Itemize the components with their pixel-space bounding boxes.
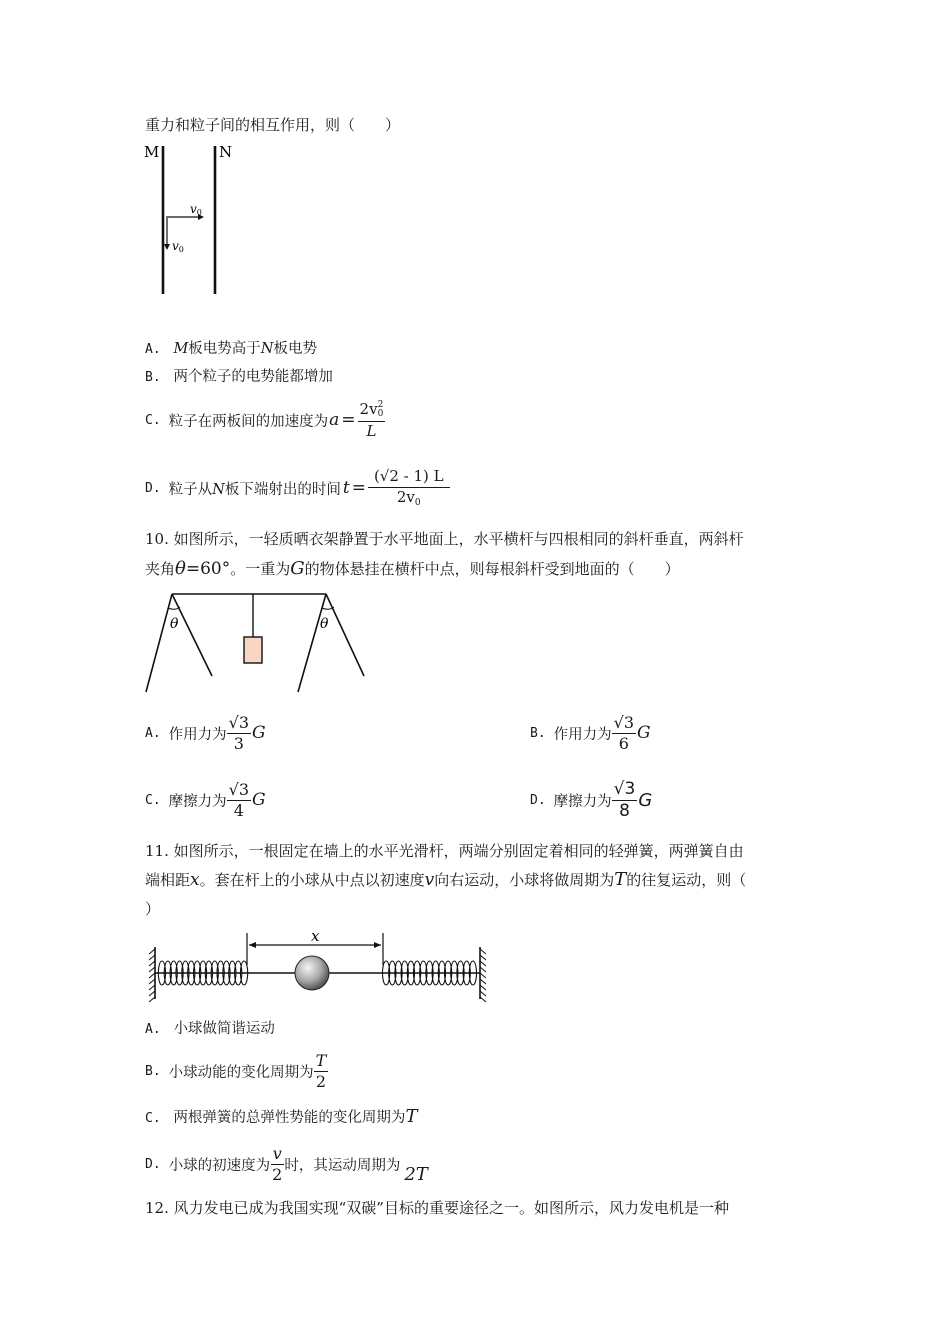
q10-option-a: A. 作用力为 $\frac{√3}{3}$ G <box>145 712 266 753</box>
q9-option-a: A. M板电势高于N板电势 <box>145 341 317 357</box>
q9-option-c: C. 粒子在两板间的加速度为 a = 2v 2 0 L <box>145 400 384 440</box>
velocity-label-right: v0 <box>190 202 202 217</box>
theta-label-right: θ <box>320 616 329 632</box>
velocity-label-down: v0 <box>172 239 184 254</box>
q11-stem-line3: ） <box>145 900 161 918</box>
fraction-time: $\frac{(√2 - 1) L}{2v_0}$ <box>368 469 450 508</box>
q9-option-b: B. 两个粒子的电势能都增加 <box>145 369 333 385</box>
q11-spring-figure <box>145 925 490 1007</box>
fraction-acceleration: 2v 2 0 L <box>359 400 384 440</box>
right-leg-outer <box>326 594 364 676</box>
right-leg-inner <box>298 594 326 692</box>
ball <box>295 956 329 990</box>
q12-stem-line1: 12. 风力发电已成为我国实现“双碳”目标的重要途径之一。如图所示，风力发电机是一种 <box>145 1199 729 1217</box>
q10-stem-line1: 10. 如图所示，一轻质晒衣架静置于水平地面上，水平横杆与四根相同的斜杆垂直，两斜杆 <box>145 530 744 548</box>
distance-label: x <box>311 927 320 945</box>
q9-plates-figure <box>140 140 240 300</box>
q10-stem-line2: 夹角θ=60°。一重为G的物体悬挂在横杆中点，则每根斜杆受到地面的（ ） <box>145 558 680 579</box>
q10-option-d: D. 摩擦力为 $\frac{√3}{8}$ G <box>530 778 653 821</box>
left-leg-outer <box>146 594 172 692</box>
q11-option-b: B. 小球动能的变化周期为 $\frac{T}{2}$ <box>145 1050 327 1091</box>
hanging-weight <box>244 637 262 663</box>
q11-stem-line1: 11. 如图所示，一根固定在墙上的水平光滑杆，两端分别固定着相同的轻弹簧，两弹簧自由 <box>145 842 744 860</box>
q11-stem-line2: 端相距x。套在杆上的小球从中点以初速度v向右运动，小球将做周期为T的往复运动，则（ <box>145 869 747 890</box>
q10-option-b: B. 作用力为 $\frac{√3}{6}$ G <box>530 712 651 753</box>
q9-option-d: D. 粒子从N板下端射出的时间 t = $\frac{(√2 - 1) L}{2v_0}$ <box>145 462 450 514</box>
plate-label-m: M <box>144 143 160 161</box>
q11-option-c: C. 两根弹簧的总弹性势能的变化周期为T <box>145 1106 418 1127</box>
q9-stem-tail: 重力和粒子间的相互作用，则（ ） <box>145 116 401 134</box>
left-leg-inner <box>172 594 212 676</box>
q10-clothes-rack-figure <box>142 588 382 698</box>
theta-label-left: θ <box>170 616 179 632</box>
q10-option-c: C. 摩擦力为 $\frac{√3}{4}$ G <box>145 779 266 820</box>
q11-option-d: D. 小球的初速度为 $\frac{v}{2}$ 时，其运动周期为 2T <box>145 1143 428 1185</box>
plate-label-n: N <box>219 143 233 161</box>
q11-option-a: A. 小球做简谐运动 <box>145 1021 275 1037</box>
